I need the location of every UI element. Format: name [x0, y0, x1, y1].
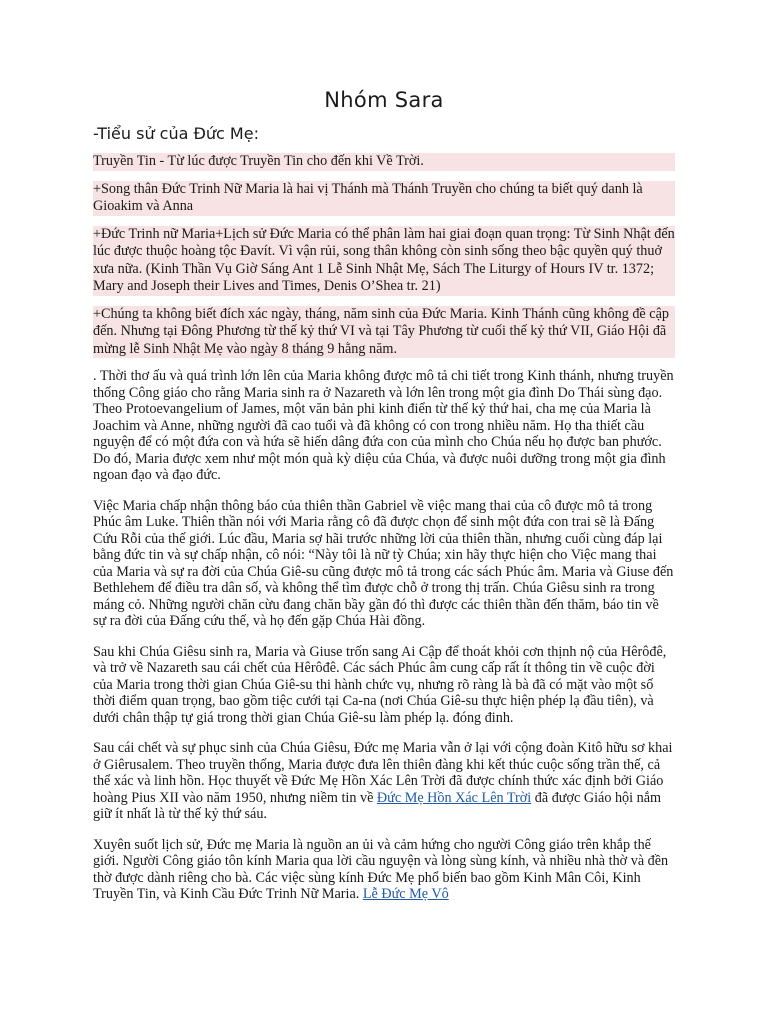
- assumption-paragraph: [93, 740, 675, 823]
- devotion-text-before: Xuyên suốt lịch sử, Đức mẹ Maria là nguồn an ủi và cảm hứng cho người Công giáo trên khắp thế giới. Người Công giáo tôn kính Maria qua lời cầu nguyện và lòng sùng kính, và nhiều nhà thờ và đền thờ được dành riêng cho bà. Các việc sùng kính Đức Mẹ phổ biến bao gồm Kinh Mân Côi, Kinh Truyền Tin, và Kinh Cầu Đức Trinh Nữ Maria.: [93, 836, 669, 902]
- assumption-link[interactable]: Đức Mẹ Hồn Xác Lên Trời: [376, 789, 532, 806]
- assumption-text-before: Sau cái chết và sự phục sinh của Chúa Giêsu, Đức mẹ Maria vẫn ở lại với cộng đoàn Kitô hữu sơ khai ở Giêrusalem. Theo truyền thống, Maria được đưa lên thiên đàng khi kết thúc cuộc sống trần thế, cả thể xác và linh hồn. Học thuyết về Đức Mẹ Hồn Xác Lên Trời đã được chính thức xác định bởi Giáo hoàng Pius XII vào năm 1950, nhưng niềm tin về: [93, 740, 673, 806]
- body-paragraph: Sau khi Chúa Giêsu sinh ra, Maria và Giuse trốn sang Ai Cập để thoát khỏi cơn thịnh nộ của Hêrôđê, và trở về Nazareth sau cái chết của Hêrôđê. Các sách Phúc âm cung cấp rất ít thông tin về cuộc đời của Maria trong thời gian Chúa Giê-su thi hành chức vụ, nhưng rõ ràng là bà đã có mặt vào một số thời điểm quan trọng, bao gồm tiệc cưới tại Ca-na (nơi Chúa Giê-su thực hiện phép lạ đầu tiên), và dưới chân thập tự giá trong thời gian Chúa Giê-su làm phép lạ. đóng đinh.: [93, 643, 667, 726]
- devotion-link[interactable]: Lễ Đức Mẹ Vô: [362, 886, 449, 902]
- assumption-text-after: đã được Giáo hội nắm giữ ít nhất là từ thế kỷ thứ sáu.: [93, 789, 662, 822]
- highlighted-paragraph: Truyền Tin - Từ lúc được Truyền Tin cho đến khi Về Trời.: [93, 153, 675, 171]
- highlighted-paragraph: +Đức Trinh nữ Maria+Lịch sử Đức Maria có thể phân làm hai giai đoạn quan trọng: Từ Sinh Nhật đến lúc được thuộc hoàng tộc Đavít. Vì vận rủi, song thân không còn sinh sống theo bậc quyền quý thuở xưa nữa. (Kinh Thần Vụ Giờ Sáng Ant 1 Lễ Sinh Nhật Mẹ, Sách The Liturgy of Hours IV tr. 1372; Mary and Joseph their Lives and Times, Denis O’Shea tr. 21): [93, 225, 675, 294]
- document-title: Nhóm Sara: [324, 88, 444, 112]
- highlighted-paragraph: +Chúng ta không biết đích xác ngày, tháng, năm sinh của Đức Maria. Kinh Thánh cũng không đề cập đến. Nhưng tại Đông Phương từ thế kỷ thứ VI và tại Tây Phương từ cuối thế kỷ thứ VII, Giáo Hội đã mừng lễ Sinh Nhật Mẹ vào ngày 8 tháng 9 hằng năm.: [93, 306, 675, 359]
- body-paragraph: . Thời thơ ấu và quá trình lớn lên của Maria không được mô tả chi tiết trong Kinh thánh, nhưng truyền thống Công giáo cho rằng Maria sinh ra ở Nazareth và lớn lên trong một gia đình Do Thái sùng đạo. Theo Protoevangelium of James, một văn bản phi kinh điển từ thế kỷ thứ hai, cha mẹ của Maria là Joachim và Anne, những người đã cao tuổi và đã không có con trong nhiều năm. Họ tha thiết cầu nguyện để có một đứa con và hứa sẽ hiến dâng đứa con của mình cho Chúa nếu họ được ban phước. Do đó, Maria được xem như một món quà kỳ diệu của Chúa, và được nuôi dưỡng trong một gia đình ngoan đạo và đạo đức.: [93, 368, 674, 483]
- body-paragraph: Việc Maria chấp nhận thông báo của thiên thần Gabriel về việc mang thai của cô được mô tả trong Phúc âm Luke. Thiên thần nói với Maria rằng cô đã được chọn để sinh một đứa con trai sẽ là Đấng Cứu Rỗi của thế giới. Lúc đầu, Maria sợ hãi trước những lời của thiên thần, nhưng cuối cùng đáp lại bằng đức tin và sự chấp nhận, cô nói: “Này tôi là nữ tỳ Chúa; xin hãy thực hiện cho Việc mang thai của Maria và sự ra đời của Chúa Giê-su cũng được mô tả trong các sách Phúc âm. Maria và Giuse đến Bethlehem để điều tra dân số, và không thể tìm được chỗ ở trong thị trấn. Chúa Giêsu sinh ra trong máng cỏ. Những người chăn cừu đang chăn bầy gần đó thì được các thiên thần đến thăm, báo tin về sự ra đời của Đấng cứu thế, và họ đến gặp Chúa Hài đồng.: [93, 497, 674, 629]
- highlighted-paragraph: +Song thân Đức Trinh Nữ Maria là hai vị Thánh mà Thánh Truyền cho chúng ta biết quý danh là Gioakim và Anna: [93, 181, 675, 216]
- document-subtitle: -Tiểu sử của Đức Mẹ:: [93, 124, 259, 143]
- devotion-paragraph: [93, 837, 675, 903]
